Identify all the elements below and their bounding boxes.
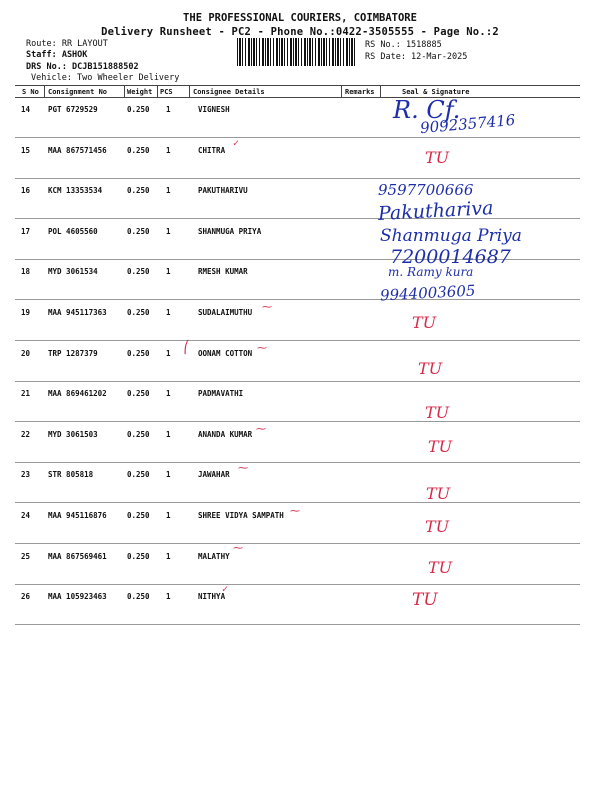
- initials-row-26: TU: [412, 590, 438, 610]
- row-weight: 0.250: [127, 186, 150, 196]
- phone-row-16: 9597700666: [378, 181, 474, 199]
- table-row: [15, 382, 580, 422]
- row-pcs: 1: [166, 592, 171, 602]
- tick-mark: ⁓: [262, 302, 272, 313]
- row-pcs: 1: [166, 348, 171, 358]
- row-consignment-no: KCM 13353534: [48, 186, 103, 196]
- row-consignment-no: MYD 3061534: [48, 267, 98, 277]
- row-weight: 0.250: [127, 105, 150, 114]
- row-pcs: 1: [166, 551, 171, 561]
- row-weight: 0.250: [127, 551, 150, 561]
- row-consignee: CHITRA: [198, 145, 226, 155]
- table-row: [15, 139, 580, 179]
- row-weight: 0.250: [127, 592, 150, 602]
- row-sno: 15: [21, 145, 31, 155]
- row-pcs: 1: [166, 105, 171, 114]
- initials-row-23: TU: [426, 484, 451, 503]
- row-sno: 16: [21, 186, 31, 196]
- row-weight: 0.250: [127, 470, 150, 480]
- tick-mark: ⁓: [257, 343, 267, 354]
- route-label: Route: RR LAYOUT: [26, 39, 108, 49]
- col-consignee: Consignee Details: [193, 88, 265, 96]
- col-sno: S No: [22, 88, 39, 96]
- row-pcs: 1: [166, 226, 171, 236]
- table-row: [15, 463, 580, 503]
- row-pcs: 1: [166, 389, 171, 399]
- row-consignee: RMESH KUMAR: [198, 267, 248, 277]
- phone-row-17: 7200014687: [390, 246, 511, 268]
- initials-row-21: TU: [425, 403, 450, 422]
- initials-row-25: TU: [428, 558, 453, 577]
- row-consignment-no: MAA 105923463: [48, 592, 107, 602]
- row-consignee: PADMAVATHI: [198, 389, 244, 399]
- row-weight: 0.250: [127, 226, 150, 236]
- tick-mark: ⁓: [233, 543, 243, 554]
- initials-row-20: TU: [418, 359, 443, 378]
- signature-row-18: m. Ramy kura: [388, 265, 474, 279]
- table-row: [15, 301, 580, 341]
- row-consignee: SUDALAIMUTHU: [198, 308, 253, 317]
- row-sno: 17: [21, 226, 31, 236]
- row-pcs: 1: [166, 267, 171, 277]
- row-consignee: VIGNESH: [198, 105, 230, 114]
- row-sno: 20: [21, 348, 31, 358]
- col-pcs: PCS: [160, 88, 173, 96]
- initials-row-19: TU: [412, 313, 437, 332]
- initials-row-24: TU: [425, 517, 450, 536]
- row-consignment-no: POL 4605560: [48, 226, 98, 236]
- row-consignee: NITHYA: [198, 592, 226, 602]
- row-sno: 14: [21, 105, 31, 114]
- row-sno: 23: [21, 470, 31, 480]
- row-consignee: SHANMUGA PRIYA: [198, 226, 262, 236]
- col-weight: Weight: [127, 88, 153, 96]
- row-weight: 0.250: [127, 511, 150, 520]
- table-row: [15, 179, 580, 219]
- row-consignee: PAKUTHARIVU: [198, 186, 248, 196]
- row-weight: 0.250: [127, 348, 150, 358]
- signature-row-17: Shanmuga Priya: [380, 226, 522, 246]
- phone-row-14: 9092357416: [419, 110, 517, 138]
- row-weight: 0.250: [127, 145, 150, 155]
- row-consignment-no: MAA 867571456: [48, 145, 107, 155]
- row-sno: 24: [21, 511, 31, 520]
- signature-row-16: Pakuthariva: [377, 196, 494, 226]
- initials-row-22: TU: [428, 437, 453, 456]
- row-sno: 19: [21, 308, 31, 317]
- row-consignee: JAWAHAR: [198, 470, 230, 480]
- col-signature: Seal & Signature: [402, 88, 470, 96]
- row-pcs: 1: [166, 308, 171, 317]
- col-consignment: Consignment No: [48, 88, 108, 96]
- row-weight: 0.250: [127, 389, 150, 399]
- row-sno: 26: [21, 592, 31, 602]
- row-consignee: MALATHY: [198, 551, 230, 561]
- row-sno: 25: [21, 551, 31, 561]
- row-consignment-no: MYD 3061503: [48, 429, 98, 439]
- rs-number: RS No.: 1518885: [365, 40, 442, 50]
- table-row: [15, 545, 580, 585]
- header-top-rule: [15, 85, 580, 86]
- row-consignment-no: TRP 1287379: [48, 348, 98, 358]
- row-pcs: 1: [166, 186, 171, 196]
- row-pcs: 1: [166, 511, 171, 520]
- tick-mark: ✓: [222, 584, 229, 595]
- table-row: [15, 342, 580, 382]
- table-row: [15, 585, 580, 625]
- tick-mark: ⁓: [290, 506, 300, 517]
- table-row: [15, 423, 580, 463]
- row-consignee: SHREE VIDYA SAMPATH: [198, 511, 284, 520]
- initials-row-15: TU: [425, 148, 450, 167]
- row-consignment-no: STR 805818: [48, 470, 94, 480]
- row-weight: 0.250: [127, 429, 150, 439]
- tick-mark: ⁓: [238, 463, 248, 474]
- row-consignment-no: PGT 6729529: [48, 105, 98, 114]
- phone-row-18: 9944003605: [379, 281, 476, 305]
- tick-mark: ✓: [233, 138, 240, 149]
- row-weight: 0.250: [127, 267, 150, 277]
- drs-number: DRS No.: DCJB151888502: [26, 62, 139, 72]
- barcode: [237, 38, 357, 66]
- row-divider: [15, 624, 580, 625]
- row-sno: 21: [21, 389, 31, 399]
- row-consignment-no: MAA 867569461: [48, 551, 107, 561]
- row-weight: 0.250: [127, 308, 150, 317]
- signature-row-14: R. Cf.: [393, 96, 461, 124]
- row-consignment-no: MAA 945117363: [48, 308, 107, 317]
- col-remarks: Remarks: [345, 88, 375, 96]
- row-consignee: ANANDA KUMAR: [198, 429, 253, 439]
- company-title: THE PROFESSIONAL COURIERS, COIMBATORE: [183, 12, 417, 24]
- runsheet-subtitle: Delivery Runsheet - PC2 - Phone No.:0422-3505555 - Page No.:2: [101, 26, 499, 38]
- tick-mark: ⁓: [256, 424, 266, 435]
- row-sno: 22: [21, 429, 31, 439]
- vehicle-label: Vehicle: Two Wheeler Delivery: [31, 73, 180, 83]
- rs-date: RS Date: 12-Mar-2025: [365, 52, 468, 62]
- row-pcs: 1: [166, 429, 171, 439]
- row-pcs: 1: [166, 470, 171, 480]
- row-sno: 18: [21, 267, 31, 277]
- tick-mark: ⎛: [183, 340, 191, 354]
- row-consignee: OONAM COTTON: [198, 348, 253, 358]
- staff-label: Staff: ASHOK: [26, 50, 88, 60]
- row-consignment-no: MAA 869461202: [48, 389, 107, 399]
- row-consignment-no: MAA 945116876: [48, 511, 107, 520]
- row-pcs: 1: [166, 145, 171, 155]
